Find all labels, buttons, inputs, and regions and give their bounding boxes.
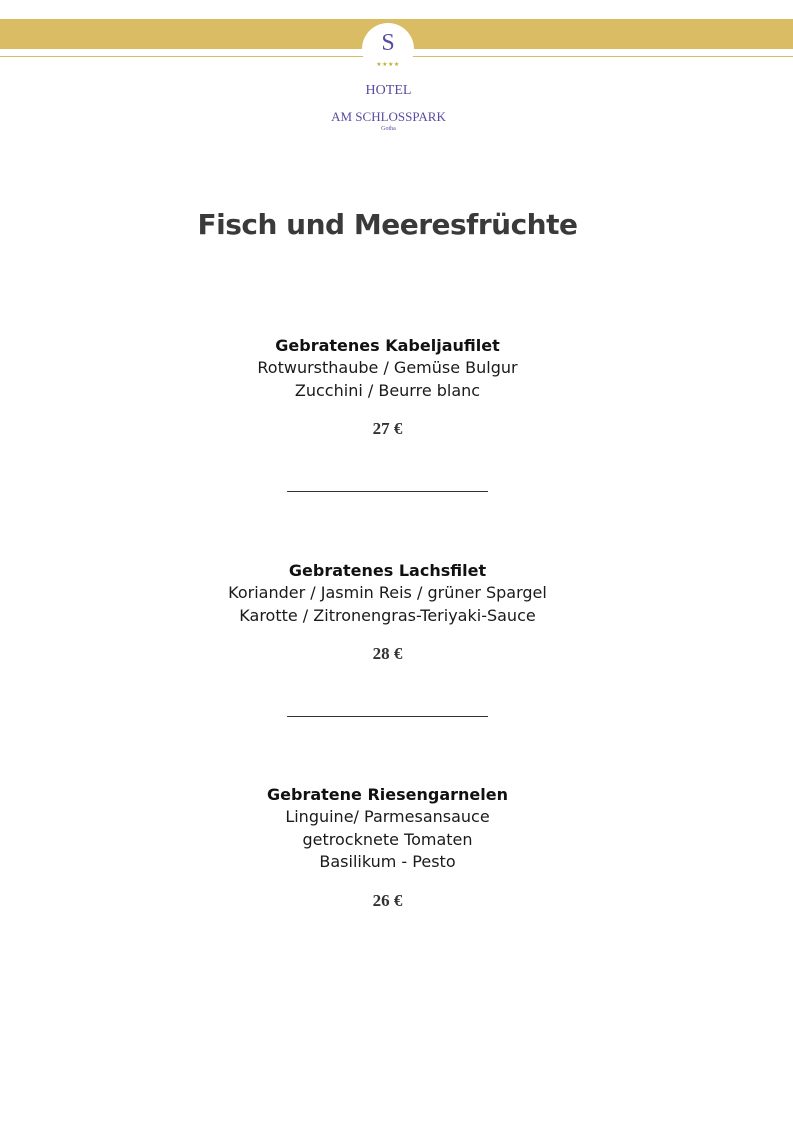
menu-item xyxy=(0,560,775,664)
page-title: Fisch und Meeresfrüchte xyxy=(197,208,578,241)
logo-letter: S xyxy=(381,30,395,56)
logo-stars: ★★★★ xyxy=(376,61,400,68)
logo-hotel-name: AM SCHLOSSPARK xyxy=(331,109,446,124)
dish-description-line: Basilikum - Pesto xyxy=(319,852,456,871)
menu-item xyxy=(0,784,775,911)
dish-description-line: Linguine/ Parmesansauce xyxy=(285,807,490,826)
dish-description-line: getrocknete Tomaten xyxy=(302,829,473,849)
dish-name: Gebratenes Lachsfilet xyxy=(288,561,487,580)
dish-name: Gebratenes Kabeljaufilet xyxy=(275,336,500,355)
dish-name: Gebratene Riesengarnelen xyxy=(267,785,508,804)
section-divider xyxy=(287,716,488,717)
dish-description-line: Koriander / Jasmin Reis / grüner Spargel xyxy=(228,583,547,602)
logo-city: Gotha xyxy=(381,126,396,132)
menu-item xyxy=(0,335,775,439)
dish-price: 27 € xyxy=(372,419,403,438)
dish-description-line: Zucchini / Beurre blanc xyxy=(294,380,481,400)
section-divider xyxy=(287,491,488,492)
logo-hotel-label: HOTEL xyxy=(365,83,412,98)
dish-price: 28 € xyxy=(372,644,403,663)
dish-description-line: Karotte / Zitronengras-Teriyaki-Sauce xyxy=(239,605,536,625)
hotel-logo-emblem xyxy=(362,23,414,75)
dish-description-line: Rotwursthaube / Gemüse Bulgur xyxy=(257,358,518,377)
dish-price: 26 € xyxy=(372,890,403,910)
